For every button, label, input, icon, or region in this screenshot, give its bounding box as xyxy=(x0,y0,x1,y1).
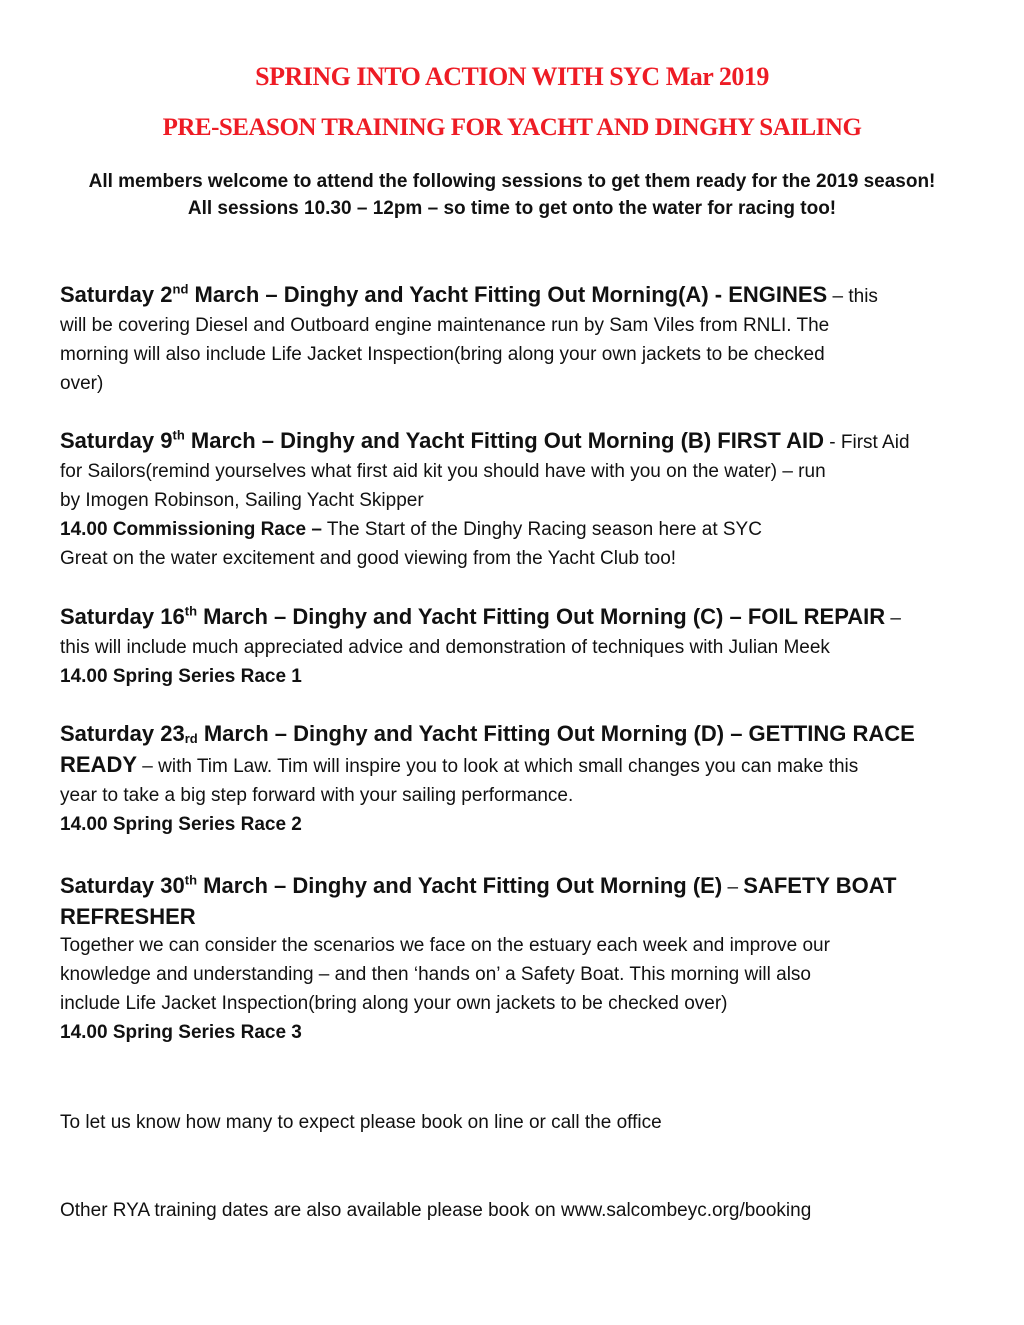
title-date: Mar 2019 xyxy=(665,62,769,91)
event-text: include Life Jacket Inspection(bring along your own jackets to be checked over) xyxy=(60,993,728,1014)
event-text: knowledge and understanding – and then ‘hands on’ a Safety Boat. This morning will also xyxy=(60,964,811,985)
intro-line-1: All members welcome to attend the following sessions to get them ready for the 2019 season! xyxy=(88,171,936,192)
page-title xyxy=(0,62,1024,92)
page-subtitle: PRE-SEASON TRAINING FOR YACHT AND DINGHY SAILING xyxy=(162,114,862,141)
rya-note: Other RYA training dates are also available please book on www.salcombeyc.org/booking xyxy=(60,1200,812,1221)
event-text: this will include much appreciated advice and demonstration of techniques with Julian Meek xyxy=(60,637,830,658)
booking-note: To let us know how many to expect please book on line or call the office xyxy=(60,1112,662,1133)
event-text: year to take a big step forward with your sailing performance. xyxy=(60,785,574,806)
intro-line-2: All sessions 10.30 – 12pm – so time to get onto the water for racing too! xyxy=(187,198,837,219)
title-main: SPRING INTO ACTION WITH SYC xyxy=(255,62,666,91)
event-heading: Saturday 16th March – Dinghy and Yacht Fitting Out Morning (C) – FOIL REPAIR xyxy=(60,603,886,629)
event-heading: Saturday 30th March – Dinghy and Yacht Fitting Out Morning (E) xyxy=(60,872,723,898)
event-text: Together we can consider the scenarios we face on the estuary each week and improve our xyxy=(60,935,830,956)
race-label: 14.00 Spring Series Race 2 xyxy=(60,814,302,835)
race-label: 14.00 Spring Series Race 1 xyxy=(60,666,302,687)
event-engines: Saturday 2nd March – Dinghy and Yacht Fitting Out Morning(A) - ENGINES – this will be covering Diesel and Outboard engine maintenance run by Sam Viles from RNLI. The morning will also include Life Jacket Inspection(bring along your own jackets to be checked over) xyxy=(60,280,970,398)
event-first-aid: Saturday 9th March – Dinghy and Yacht Fitting Out Morning (B) FIRST AID - First Aid for Sailors(remind yourselves what first aid kit you should have with you on the water) – run by Imogen Robinson, Sailing Yacht Skipper 14.00 Commissioning Race – The Start of the Dinghy Racing season here at SYC Great on the water excitement and good viewing from the Yacht Club too! xyxy=(60,426,970,573)
event-heading: Saturday 2nd March – Dinghy and Yacht Fitting Out Morning(A) - ENGINES xyxy=(60,281,828,307)
event-text: will be covering Diesel and Outboard engine maintenance run by Sam Viles from RNLI. The xyxy=(60,315,830,336)
event-safety-boat: Saturday 30th March – Dinghy and Yacht Fitting Out Morning (E) – SAFETY BOAT REFRESHER Together we can consider the scenarios we face on the estuary each week and improve our knowledge and understanding – and then ‘hands on’ a Safety Boat. This morning will also include Life Jacket Inspection(bring along your own jackets to be checked over) 14.00 Spring Series Race 3 xyxy=(60,871,970,1047)
event-text: for Sailors(remind yourselves what first aid kit you should have with you on the water) – run xyxy=(60,461,826,482)
event-foil-repair: Saturday 16th March – Dinghy and Yacht Fitting Out Morning (C) – FOIL REPAIR – this will include much appreciated advice and demonstration of techniques with Julian Meek 14.00 Spring Series Race 1 xyxy=(60,602,970,691)
event-heading-cont: REFRESHER xyxy=(60,904,196,929)
event-text: by Imogen Robinson, Sailing Yacht Skipper xyxy=(60,490,424,511)
event-heading-cont: READY xyxy=(60,752,138,777)
race-label: 14.00 Spring Series Race 3 xyxy=(60,1022,302,1043)
event-text: Great on the water excitement and good viewing from the Yacht Club too! xyxy=(60,548,677,569)
event-heading: Saturday 9th March – Dinghy and Yacht Fitting Out Morning (B) FIRST AID xyxy=(60,427,824,453)
race-label: 14.00 Commissioning Race – xyxy=(60,519,322,540)
event-text: over) xyxy=(60,373,104,394)
race-line: 14.00 Commissioning Race – The Start of the Dinghy Racing season here at SYC xyxy=(60,519,762,540)
event-heading: Saturday $23_{rd}$ March – Dinghy and Yacht Fitting Out Morning (D) – GETTING RACE xyxy=(60,721,915,746)
event-text: morning will also include Life Jacket Inspection(bring along your own jackets to be checked xyxy=(60,344,825,365)
event-race-ready: Saturday $23_{rd}$ March – Dinghy and Yacht Fitting Out Morning (D) – GETTING RACE READY – with Tim Law. Tim will inspire you to look at which small changes you can make this year to take a big step forward with your sailing performance. 14.00 Spring Series Race 2 xyxy=(60,719,970,839)
intro xyxy=(70,168,954,222)
